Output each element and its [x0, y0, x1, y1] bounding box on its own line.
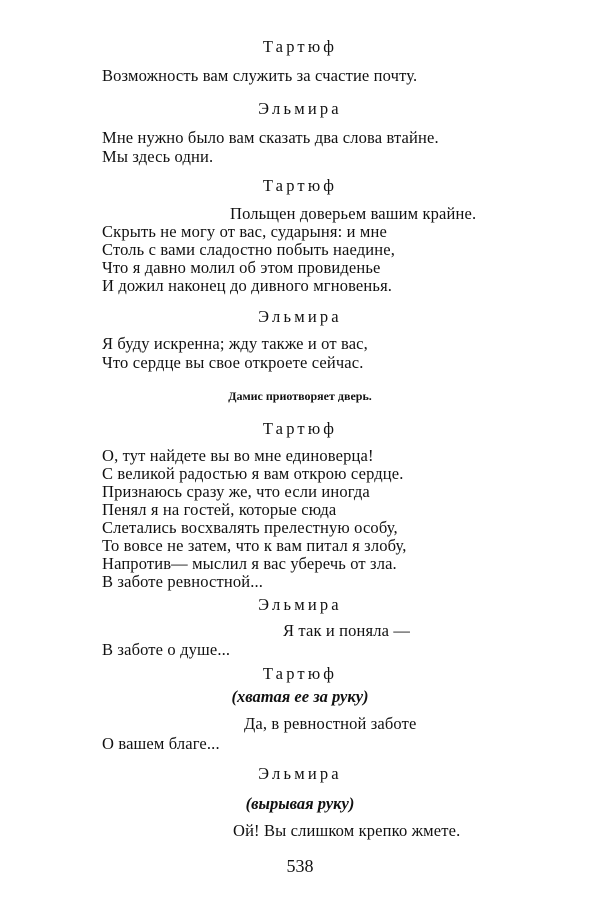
verse-line: Да, в ревностной заботе	[244, 714, 417, 733]
verse-line: Мы здесь одни.	[102, 147, 214, 166]
verse-line: Напротив— мыслил я вас уберечь от зла.	[102, 554, 397, 573]
verse-line: О вашем благе...	[102, 734, 220, 753]
speaker-name: Эльмира	[258, 764, 342, 783]
verse-line: С великой радостью я вам открою сердце.	[102, 464, 404, 483]
verse-line: Скрыть не могу от вас, сударыня: и мне	[102, 222, 387, 241]
verse-line: Я буду искренна; жду также и от вас,	[102, 334, 368, 353]
speaker-name: Тартюф	[262, 176, 338, 195]
verse-line: О, тут найдете вы во мне единоверца!	[102, 446, 374, 465]
verse-line: Польщен доверьем вашим крайне.	[230, 204, 477, 223]
verse-line: Столь с вами сладостно побыть наедине,	[102, 240, 395, 259]
verse-line: В заботе о душе...	[102, 640, 231, 659]
verse-line: Что я давно молил об этом провиденье	[102, 258, 381, 277]
verse-line: В заботе ревностной...	[102, 572, 264, 591]
speaker-name: Тартюф	[262, 419, 338, 438]
verse-line: Возможность вам служить за счастие почту.	[102, 66, 418, 85]
stage-direction-italic: (хватая ее за руку)	[231, 687, 369, 706]
verse-line: Я так и поняла —	[283, 621, 411, 640]
stage-direction-italic: (вырывая руку)	[245, 794, 355, 813]
page-number: 538	[286, 856, 314, 876]
speaker-name: Тартюф	[262, 37, 338, 56]
speaker-name: Эльмира	[258, 307, 342, 326]
verse-line: Признаюсь сразу же, что если иногда	[102, 482, 370, 501]
speaker-name: Тартюф	[262, 664, 338, 683]
verse-line: Слетались восхвалять прелестную особу,	[102, 518, 398, 537]
verse-line: Пенял я на гостей, которые сюда	[102, 500, 337, 519]
speaker-name: Эльмира	[258, 99, 342, 118]
verse-line: Ой! Вы слишком крепко жмете.	[233, 821, 461, 840]
verse-line: То вовсе не затем, что к вам питал я злобу,	[102, 536, 407, 555]
stage-direction: Дамис приотворяет дверь.	[228, 389, 372, 403]
verse-line: И дожил наконец до дивного мгновенья.	[102, 276, 393, 295]
speaker-name: Эльмира	[258, 595, 342, 614]
verse-line: Мне нужно было вам сказать два слова втайне.	[102, 128, 439, 147]
verse-line: Что сердце вы свое откроете сейчас.	[102, 353, 364, 372]
